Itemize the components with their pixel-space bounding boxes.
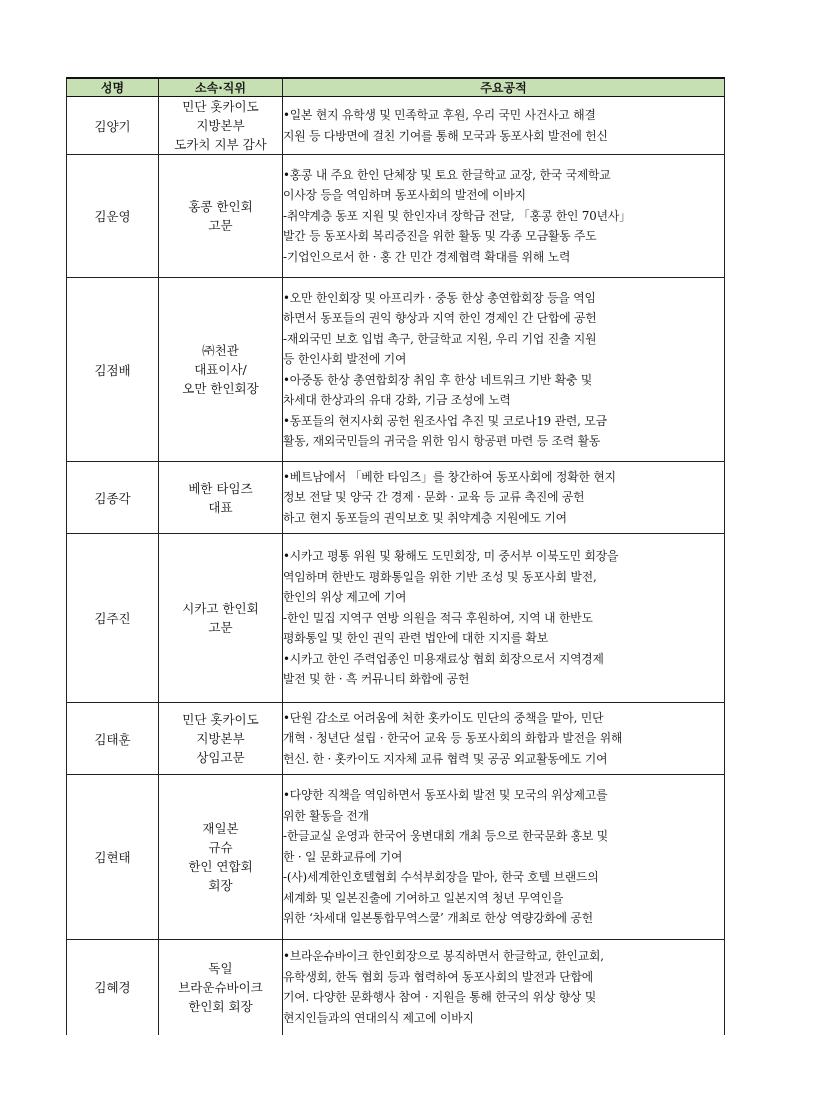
achievement-line: 발간 등 동포사회 복리증진을 위한 활동 및 각종 모금활동 주도: [283, 229, 597, 244]
awardee-affiliation: [159, 278, 283, 462]
affiliation-line: 회장: [208, 878, 233, 893]
achievement-line: 현지인들과의 연대의식 제고에 이바지: [283, 1010, 474, 1025]
awardee-name: 김혜경: [67, 940, 159, 1035]
achievement-line: •다양한 직책을 역임하면서 동포사회 발전 및 모국의 위상제고를: [283, 788, 608, 803]
awardee-achievements: [283, 278, 725, 462]
awardee-achievements: [283, 703, 725, 775]
achievement-line: 평화통일 및 한인 권익 관련 법안에 대한 지지를 확보: [283, 631, 548, 646]
achievement-line: 발전 및 한 · 흑 커뮤니티 화합에 공헌: [283, 672, 470, 687]
achievement-line: 세계화 및 일본진출에 기여하고 일본지역 청년 무역인을: [283, 890, 564, 905]
affiliation-line: 민단 홋카이도: [182, 99, 259, 114]
achievement-line: •동포들의 현지사회 공헌 원조사업 추진 및 코로나19 관련, 모금: [283, 413, 607, 428]
affiliation-line: 홍콩 한인회: [188, 199, 253, 214]
achievement-line: •베트남에서 「베한 타임즈」를 창간하여 동포사회에 정확한 현지: [283, 469, 616, 484]
achievement-line: 하고 현지 동포들의 권익보호 및 취약계층 지원에도 기여: [283, 510, 567, 525]
awardee-affiliation: [159, 940, 283, 1035]
header-achievements: 주요공적: [283, 78, 725, 97]
table-header-row: [67, 78, 725, 97]
table-row: [67, 155, 725, 278]
affiliation-line: 대표이사/: [194, 362, 247, 377]
affiliation-line: ㈜천관: [202, 343, 239, 358]
awardee-affiliation: [159, 155, 283, 278]
awardee-name: 김종각: [67, 462, 159, 534]
awardee-achievements: [283, 940, 725, 1035]
awardee-table: [66, 77, 725, 1035]
achievement-line: 지원 등 다방면에 걸친 기여를 통해 모국과 동포사회 발전에 헌신: [283, 128, 608, 143]
achievement-line: •시카고 평통 위원 및 황해도 도민회장, 미 중서부 이북도민 회장을: [283, 549, 619, 564]
achievement-line: 활동, 재외국민들의 귀국을 위한 임시 항공편 마련 등 조력 활동: [283, 434, 601, 448]
affiliation-line: 독일: [208, 960, 233, 976]
achievement-line: 헌신. 한 · 홋카이도 지자체 교류 협력 및 공공 외교활동에도 기여: [283, 751, 608, 766]
achievement-line: 정보 전달 및 양국 간 경제 · 문화 · 교육 등 교류 촉진에 공헌: [283, 490, 585, 505]
achievement-line: -한글교실 운영과 한국어 웅변대회 개최 등으로 한국문화 홍보 및: [283, 829, 609, 844]
awardee-affiliation: [159, 462, 283, 534]
achievement-line: 등 한인사회 발전에 기여: [283, 352, 407, 366]
achievement-line: 기여. 다양한 문화행사 참여 · 지원을 통해 한국의 위상 향상 및: [283, 990, 597, 1005]
awardee-achievements: [283, 155, 725, 278]
awardee-name: 김점배: [67, 278, 159, 462]
table-row: [67, 462, 725, 534]
awardee-affiliation: [159, 97, 283, 155]
affiliation-line: 도카치 지부 감사: [174, 137, 267, 152]
affiliation-line: 상임고문: [196, 750, 245, 765]
achievement-line: 개혁 · 청년단 설립 · 한국어 교육 등 동포사회의 화합과 발전을 위해: [283, 731, 623, 746]
achievement-line: 차세대 한상과의 유대 강화, 기금 조성에 노력: [283, 393, 511, 407]
affiliation-line: 지방본부: [196, 731, 245, 746]
affiliation-line: 한인회 회장: [188, 998, 253, 1014]
achievement-line: •오만 한인회장 및 아프리카 · 중동 한상 총연합회장 등을 역임: [283, 290, 596, 305]
achievement-line: •일본 현지 유학생 및 민족학교 후원, 우리 국민 사건사고 해결: [283, 108, 596, 122]
affiliation-line: 지방본부: [196, 118, 245, 133]
awardee-achievements: [283, 462, 725, 534]
achievement-line: 위한 활동을 전개: [283, 808, 369, 823]
achievement-line: •홍콩 내 주요 한인 단체장 및 토요 한글학교 교장, 한국 국제학교: [283, 167, 611, 182]
affiliation-line: 대표: [208, 499, 233, 515]
awardee-affiliation: [159, 703, 283, 775]
table-row: [67, 703, 725, 775]
awardee-name: 김태훈: [67, 703, 159, 775]
achievement-line: •아중동 한상 총연합회장 취임 후 한상 네트워크 기반 확충 및: [283, 372, 593, 387]
affiliation-line: 재일본: [202, 821, 239, 836]
affiliation-line: 오만 한인회장: [182, 381, 259, 396]
achievement-line: 역임하며 한반도 평화통일을 위한 기반 조성 및 동포사회 발전,: [283, 569, 597, 584]
table-row: [67, 534, 725, 703]
header-affiliation: 소속·직위: [159, 78, 283, 97]
table-row: [67, 278, 725, 462]
awardee-achievements: [283, 97, 725, 155]
table-row: [67, 940, 725, 1035]
achievement-line: -(사)세계한인호텔협회 수석부회장을 맡아, 한국 호텔 브랜드의: [283, 870, 599, 885]
affiliation-line: 시카고 한인회: [182, 601, 259, 616]
awardee-achievements: [283, 534, 725, 703]
achievement-line: 위한 ‘차세대 일본통합무역스쿨’ 개최로 한상 역량강화에 공헌: [283, 911, 593, 926]
achievement-line: 유학생회, 한독 협회 등과 협력하여 동포사회의 발전과 단합에: [283, 969, 593, 984]
affiliation-line: 규슈: [208, 840, 233, 855]
awardee-name: 김양기: [67, 97, 159, 155]
table-row: [67, 97, 725, 155]
achievement-line: 이사장 등을 역임하며 동포사회의 발전에 이바지: [283, 188, 526, 203]
achievement-line: •시카고 한인 주력업종인 미용재료상 협회 회장으로서 지역경제: [283, 651, 604, 666]
achievement-line: 하면서 동포들의 권익 향상과 지역 한인 경제인 간 단합에 공헌: [283, 311, 597, 325]
header-name: 성명: [67, 78, 159, 97]
awardee-affiliation: [159, 534, 283, 703]
awardee-affiliation: [159, 775, 283, 940]
affiliation-line: 한인 연합회: [188, 859, 253, 874]
table-body: [67, 97, 725, 1035]
achievement-line: •단원 감소로 어려움에 처한 홋카이도 민단의 중책을 맡아, 민단: [283, 710, 604, 725]
awardee-achievements: [283, 775, 725, 940]
affiliation-line: 브라운슈바이크: [178, 979, 263, 995]
affiliation-line: 고문: [208, 218, 233, 233]
achievement-line: 한 · 일 문화교류에 기여: [283, 849, 403, 864]
affiliation-line: 베한 타임즈: [188, 480, 253, 496]
achievement-line: •브라운슈바이크 한인회장으로 봉직하면서 한글학교, 한인교회,: [283, 949, 604, 964]
awardee-name: 김현태: [67, 775, 159, 940]
achievement-line: -재외국민 보호 입법 촉구, 한글학교 지원, 우리 기업 진출 지원: [283, 331, 597, 346]
achievement-line: -기업인으로서 한 · 홍 간 민간 경제협력 확대를 위해 노력: [283, 249, 571, 264]
awardee-name: 김주진: [67, 534, 159, 703]
affiliation-line: 민단 홋카이도: [182, 712, 259, 727]
affiliation-line: 고문: [208, 620, 233, 635]
awardee-name: 김운영: [67, 155, 159, 278]
achievement-line: -취약계층 동포 지원 및 한인자녀 장학금 전달, 「홍콩 한인 70년사」: [283, 208, 631, 223]
achievement-line: 한인의 위상 제고에 기여: [283, 590, 407, 605]
achievement-line: -한인 밀집 지역구 연방 의원을 적극 후원하여, 지역 내 한반도: [283, 610, 593, 625]
table-row: [67, 775, 725, 940]
